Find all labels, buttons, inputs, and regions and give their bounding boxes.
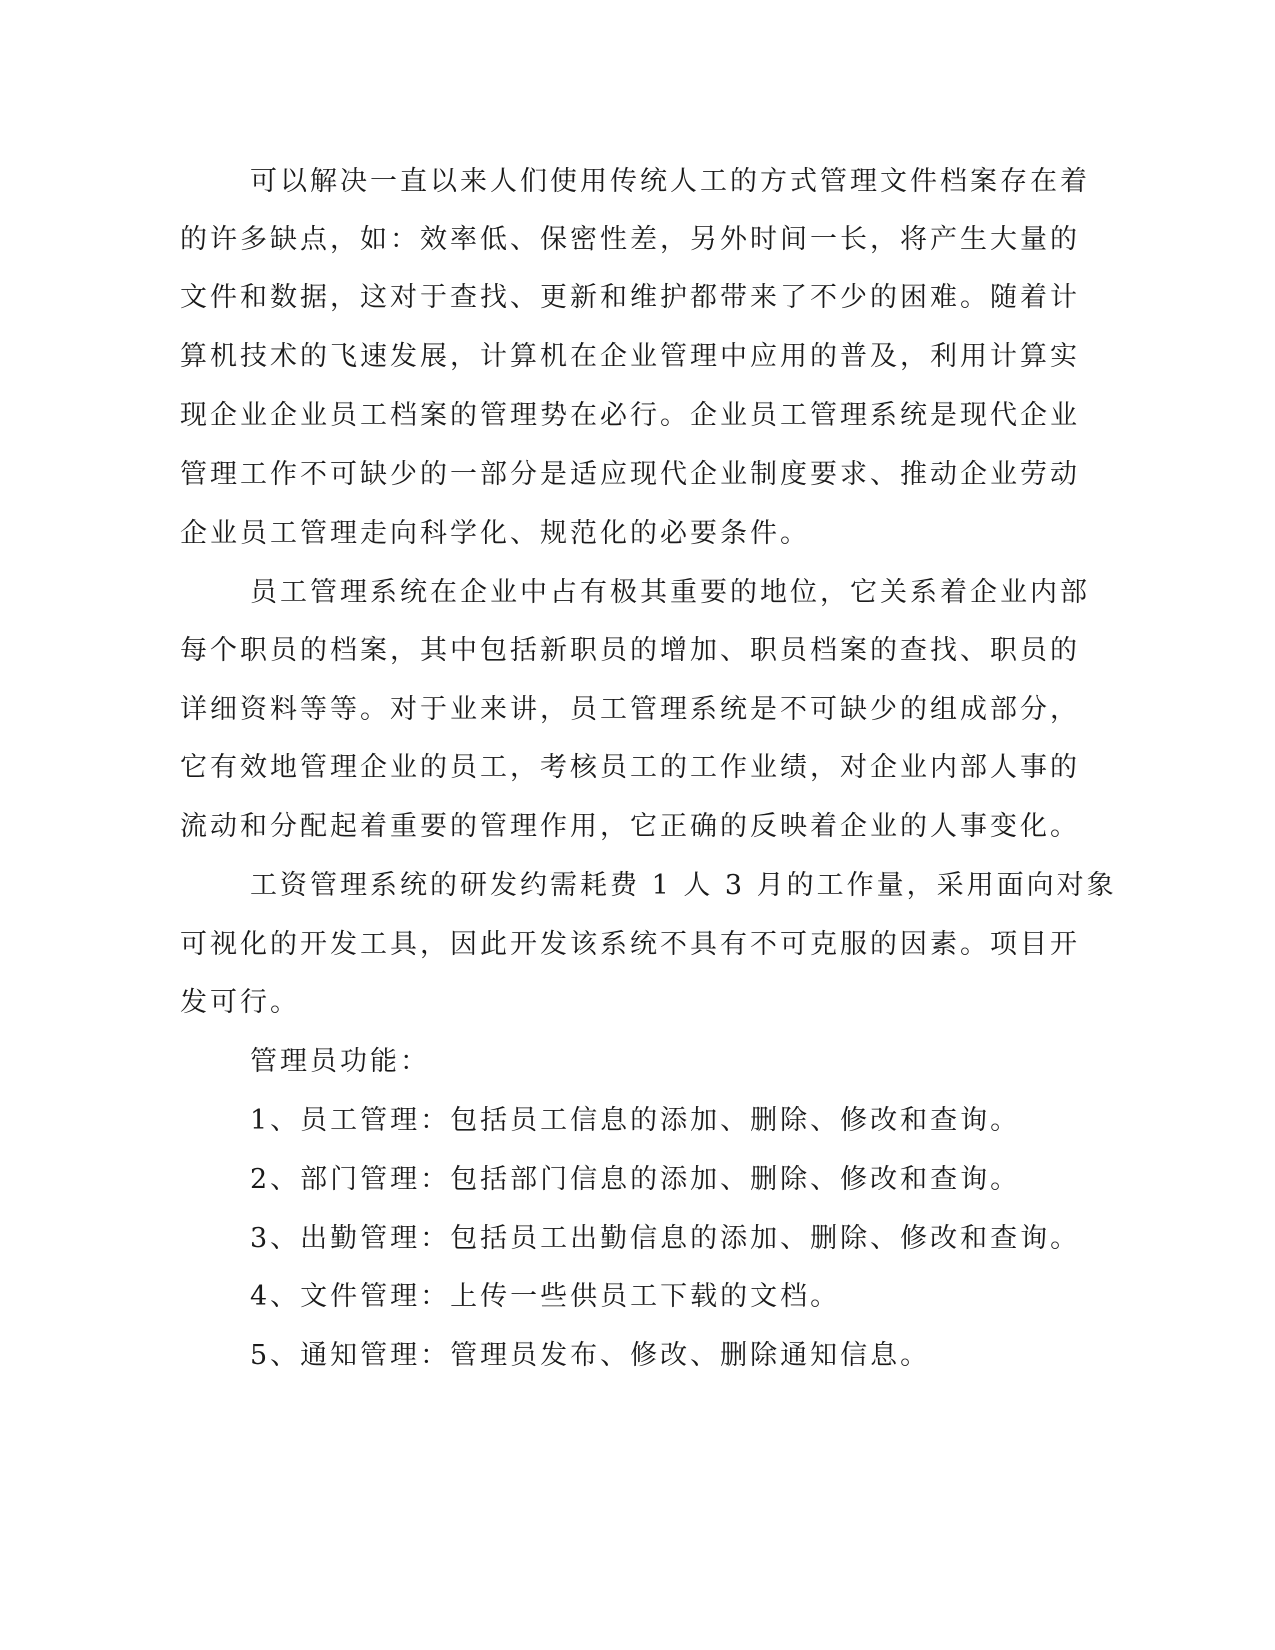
text-line: 流动和分配起着重要的管理作用，它正确的反映着企业的人事变化。 bbox=[180, 811, 1080, 842]
text-line: 现企业企业员工档案的管理势在必行。企业员工管理系统是现代企业 bbox=[180, 400, 1080, 431]
list-item: 2、部门管理：包括部门信息的添加、删除、修改和查询。 bbox=[250, 1164, 1021, 1195]
text-line: 员工管理系统在企业中占有极其重要的地位，它关系着企业内部 bbox=[250, 577, 1090, 608]
text-line: 发可行。 bbox=[180, 987, 300, 1018]
text-line: 详细资料等等。对于业来讲，员工管理系统是不可缺少的组成部分， bbox=[180, 694, 1080, 725]
text-line: 每个职员的档案，其中包括新职员的增加、职员档案的查找、职员的 bbox=[180, 635, 1080, 666]
text-line: 工资管理系统的研发约需耗费 1 人 3 月的工作量，采用面向对象 bbox=[250, 870, 1117, 901]
text-line: 的许多缺点，如：效率低、保密性差，另外时间一长，将产生大量的 bbox=[180, 224, 1080, 255]
text-line: 可以解决一直以来人们使用传统人工的方式管理文件档案存在着 bbox=[250, 166, 1090, 197]
text-line: 管理员功能： bbox=[250, 1046, 430, 1077]
list-item: 3、出勤管理：包括员工出勤信息的添加、删除、修改和查询。 bbox=[250, 1223, 1081, 1254]
text-line: 管理工作不可缺少的一部分是适应现代企业制度要求、推动企业劳动 bbox=[180, 459, 1080, 490]
list-item: 1、员工管理：包括员工信息的添加、删除、修改和查询。 bbox=[250, 1105, 1021, 1136]
list-item: 5、通知管理：管理员发布、修改、删除通知信息。 bbox=[250, 1340, 931, 1371]
text-line: 文件和数据，这对于查找、更新和维护都带来了不少的困难。随着计 bbox=[180, 282, 1080, 313]
text-line: 它有效地管理企业的员工，考核员工的工作业绩，对企业内部人事的 bbox=[180, 752, 1080, 783]
text-line: 可视化的开发工具，因此开发该系统不具有不可克服的因素。项目开 bbox=[180, 929, 1080, 960]
text-line: 算机技术的飞速发展，计算机在企业管理中应用的普及，利用计算实 bbox=[180, 341, 1080, 372]
list-item: 4、文件管理：上传一些供员工下载的文档。 bbox=[250, 1281, 841, 1312]
text-line: 企业员工管理走向科学化、规范化的必要条件。 bbox=[180, 518, 810, 549]
